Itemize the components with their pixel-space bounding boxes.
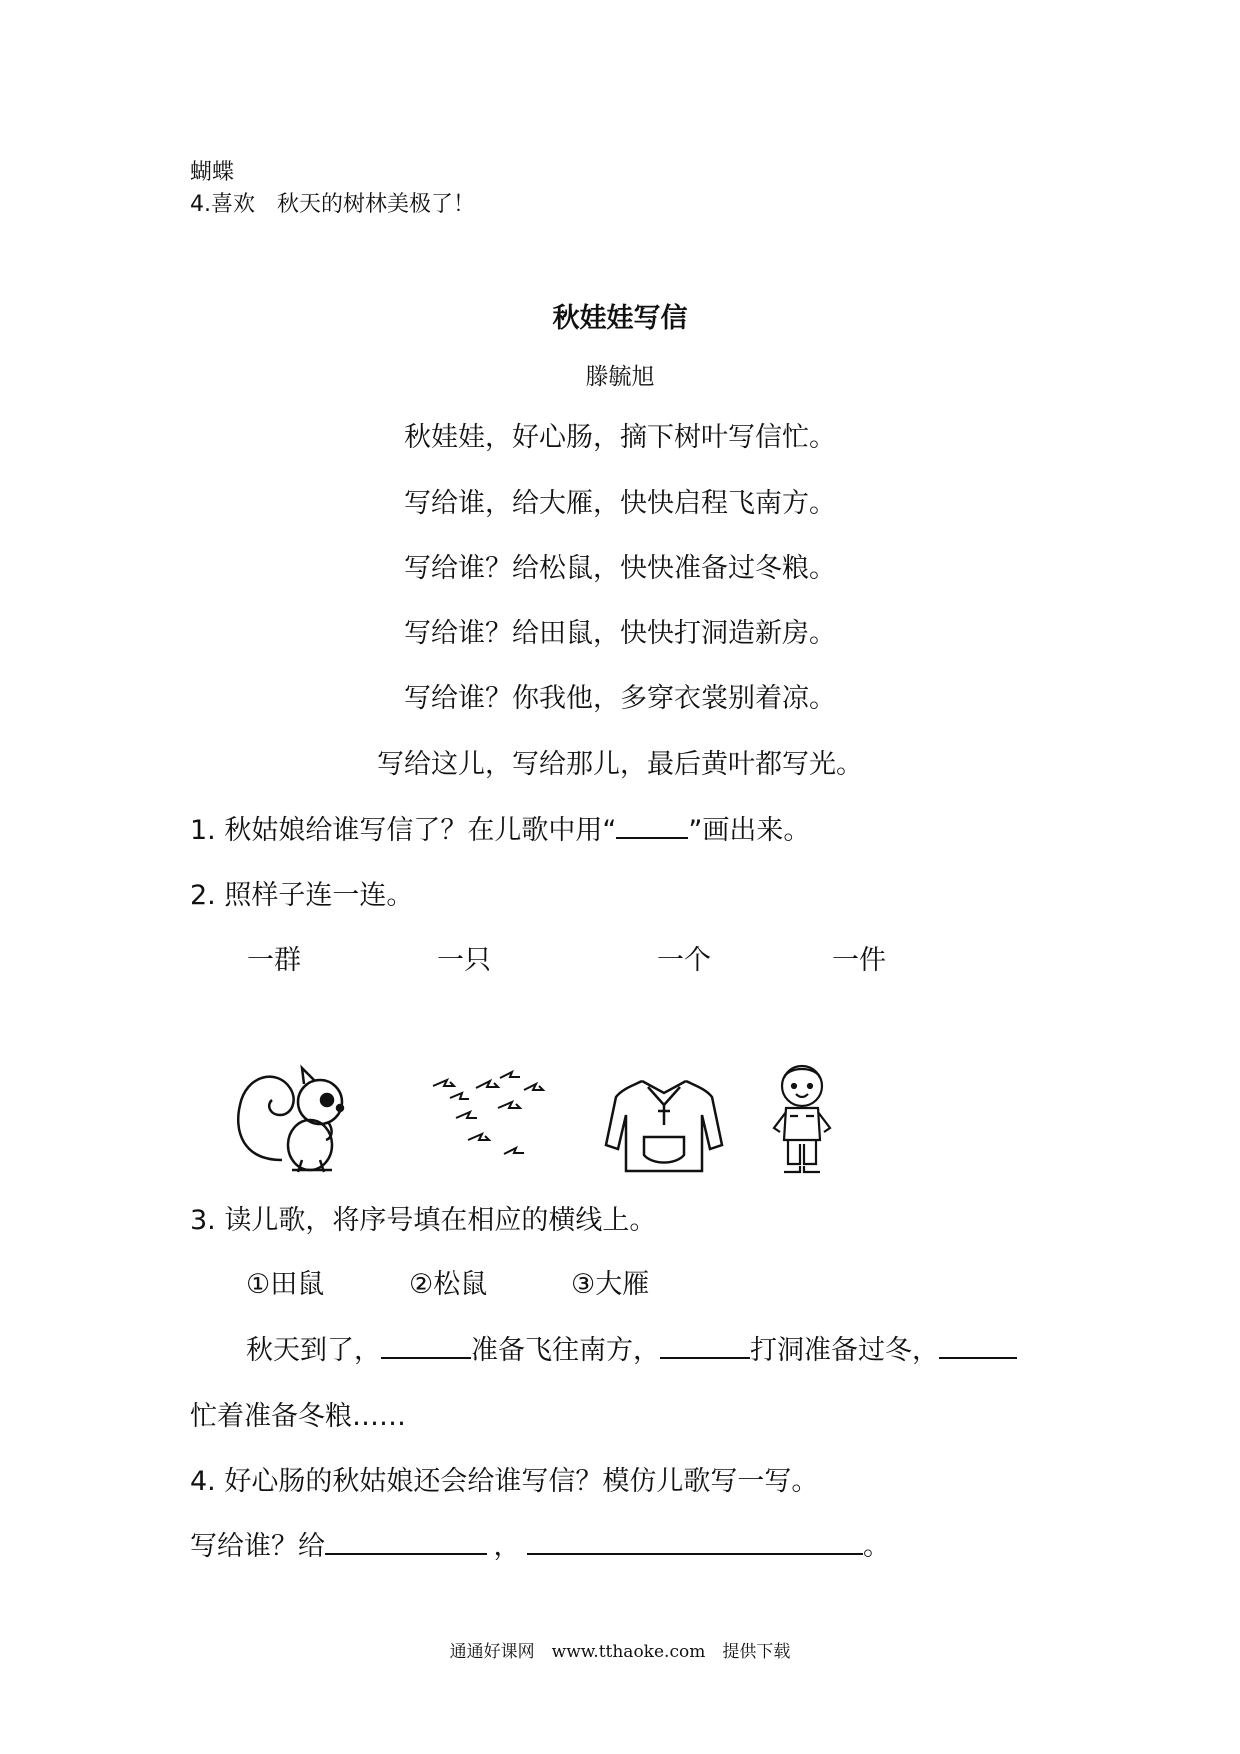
top-answer-line: 4.喜欢 秋天的树林美极了！ — [190, 192, 475, 217]
jacket-picture — [604, 1075, 724, 1175]
poem-title: 秋娃娃写信 — [552, 303, 688, 334]
blank-4a[interactable] — [325, 1527, 487, 1555]
squirrel-picture — [232, 1060, 354, 1178]
top-word-butterfly: 蝴蝶 — [190, 160, 235, 185]
question-3-prompt: 3. 读儿歌，将序号填在相应的横线上。 — [190, 1205, 657, 1236]
blank-4b[interactable] — [527, 1527, 863, 1555]
question-1-text: 1. 秋姑娘给谁写信了？在儿歌中用“ — [190, 815, 617, 846]
blank-3[interactable] — [939, 1331, 1017, 1359]
question-1-text-end: ”画出来。 — [688, 815, 811, 846]
blank-2[interactable] — [660, 1331, 750, 1359]
option-2: ②松鼠 — [409, 1269, 488, 1300]
child-picture — [768, 1060, 836, 1178]
blank-1[interactable] — [381, 1331, 471, 1359]
fill-period: 。 — [863, 1531, 890, 1562]
question-3-sentence-end: 忙着准备冬粮…… — [190, 1401, 406, 1432]
poem-line: 写给谁？给田鼠，快快打洞造新房。 — [404, 618, 836, 649]
poem-line: 秋娃娃，好心肠，摘下树叶写信忙。 — [404, 422, 836, 453]
footer-credit: 通通好课网 www.tthaoke.com 提供下载 — [449, 1642, 791, 1662]
option-3: ③大雁 — [571, 1269, 650, 1300]
poem-line: 写给这儿，写给那儿，最后黄叶都写光。 — [377, 749, 863, 780]
poem-author: 滕毓旭 — [585, 364, 655, 390]
question-1 — [190, 808, 810, 847]
measure-word: 一只 — [437, 945, 491, 976]
fill-text: 写给谁？给 — [190, 1531, 325, 1562]
poem-line: 写给谁？给松鼠，快快准备过冬粮。 — [404, 553, 836, 584]
question-2-prompt: 2. 照样子连一连。 — [190, 880, 414, 911]
option-1: ①田鼠 — [246, 1269, 325, 1300]
fill-comma: ， — [493, 1531, 521, 1562]
poem-line: 写给谁，给大雁，快快启程飞南方。 — [404, 488, 836, 519]
measure-word: 一个 — [657, 945, 711, 976]
underline-sample — [616, 811, 688, 839]
measure-word: 一件 — [832, 945, 886, 976]
sentence-part: 秋天到了， — [246, 1335, 381, 1366]
sentence-part: 打洞准备过冬， — [750, 1335, 939, 1366]
sentence-part: 准备飞往南方， — [471, 1335, 660, 1366]
poem-line: 写给谁？你我他，多穿衣裳别着凉。 — [404, 683, 836, 714]
question-4-fill — [190, 1524, 890, 1563]
question-4-prompt: 4. 好心肠的秋姑娘还会给谁写信？模仿儿歌写一写。 — [190, 1466, 819, 1497]
measure-word: 一群 — [247, 945, 301, 976]
question-3-sentence — [246, 1328, 1017, 1367]
geese-flock-picture — [428, 1068, 553, 1163]
